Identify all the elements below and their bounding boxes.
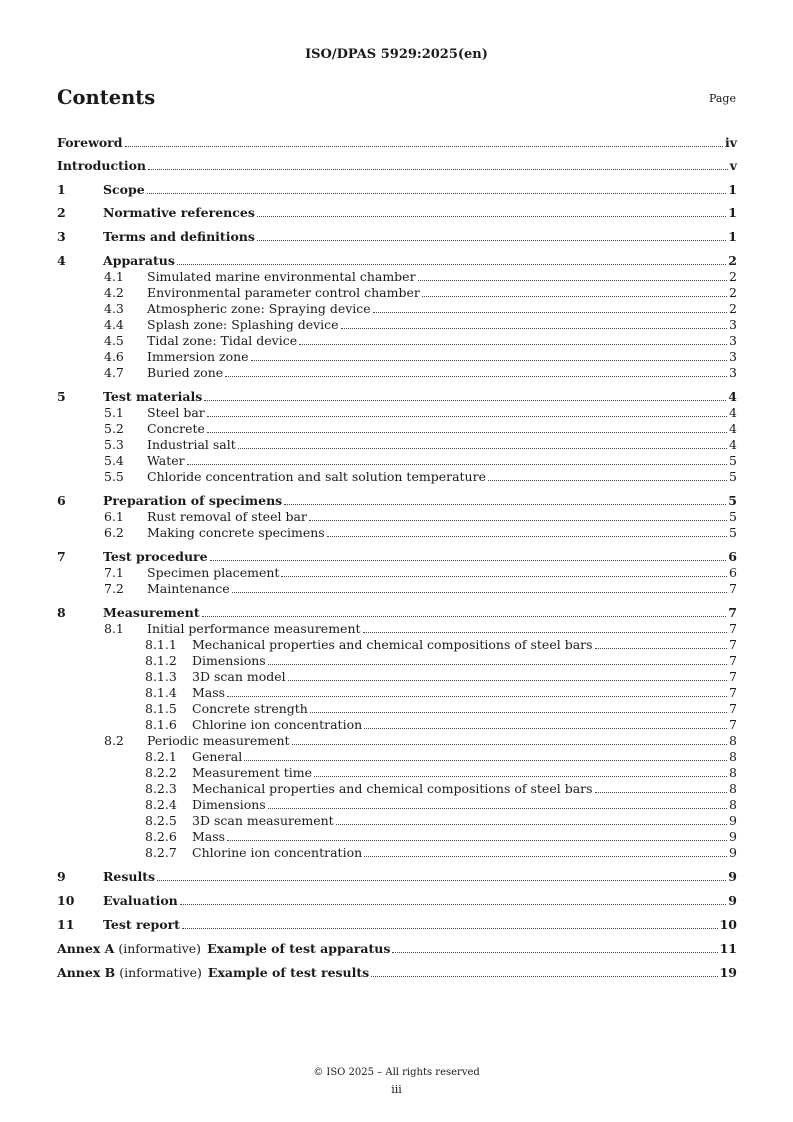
- dot-leader: [363, 632, 728, 633]
- toc-entry[interactable]: [57, 284, 737, 300]
- dot-leader: [488, 480, 727, 481]
- toc-entry[interactable]: [57, 332, 737, 348]
- toc-entry[interactable]: [57, 316, 737, 332]
- toc-entry-page: 4: [728, 389, 737, 404]
- dot-leader: [364, 728, 727, 729]
- toc-entry-title: Measurement time: [192, 765, 313, 780]
- dot-leader: [595, 792, 728, 793]
- dot-leader: [309, 520, 727, 521]
- toc-entry-number: 4: [57, 253, 66, 268]
- toc-entry-number: 8.2: [104, 733, 124, 748]
- toc-entry-page: iv: [724, 135, 737, 150]
- dot-leader: [268, 808, 727, 809]
- toc-entry-number: 4.5: [104, 333, 124, 348]
- toc-entry-page: 8: [729, 733, 737, 748]
- toc-entry-number: 8.2.3: [145, 781, 177, 796]
- toc-entry-number: 8: [57, 605, 66, 620]
- toc-entry-number: 8.2.4: [145, 797, 177, 812]
- toc-entry-page: 5: [729, 525, 737, 540]
- toc-entry[interactable]: [57, 892, 737, 908]
- dot-leader: [147, 193, 727, 194]
- toc-entry[interactable]: [57, 452, 737, 468]
- toc-entry-page: 7: [729, 621, 737, 636]
- toc-entry-page: 5: [728, 493, 737, 508]
- toc-entry-page: 8: [729, 797, 737, 812]
- toc-entry-title: Evaluation: [103, 893, 178, 908]
- toc-entry-number: 6.1: [104, 509, 124, 524]
- page-title: Contents: [57, 86, 156, 109]
- toc-entry-title: Concrete: [147, 421, 205, 436]
- toc-entry-title: Atmospheric zone: Spraying device: [147, 301, 371, 316]
- annex-label: Annex B: [57, 965, 116, 980]
- toc-entry-page: 7: [729, 701, 737, 716]
- toc-entry[interactable]: [57, 828, 737, 844]
- toc-entry-title: Environmental parameter control chamber: [147, 285, 420, 300]
- toc-entry-page: 3: [729, 333, 737, 348]
- dot-leader: [327, 536, 727, 537]
- toc-annex-entry[interactable]: [57, 940, 737, 956]
- toc-entry-page: 2: [729, 285, 737, 300]
- toc-entry-page: 7: [729, 637, 737, 652]
- toc-entry[interactable]: [57, 844, 737, 860]
- toc-entry[interactable]: [57, 604, 737, 620]
- toc-entry-title: Dimensions: [192, 797, 266, 812]
- dot-leader: [392, 952, 717, 953]
- toc-entry-title: Test report: [103, 917, 180, 932]
- dot-leader: [371, 976, 717, 977]
- document-id: ISO/DPAS 5929:2025(en): [305, 47, 488, 62]
- toc-entry-page: 7: [729, 717, 737, 732]
- toc-entry[interactable]: [57, 388, 737, 404]
- dot-leader: [204, 400, 726, 401]
- dot-leader: [207, 416, 727, 417]
- toc-entry-number: 8.1.5: [145, 701, 177, 716]
- dot-leader: [268, 664, 727, 665]
- toc-entry[interactable]: [57, 228, 737, 244]
- dot-leader: [148, 169, 728, 170]
- toc-entry-number: 8.2.6: [145, 829, 177, 844]
- toc-entry-title: Dimensions: [192, 653, 266, 668]
- toc-entry[interactable]: [57, 181, 737, 197]
- toc-entry-title: Steel bar: [147, 405, 205, 420]
- toc-entry-title: Results: [103, 869, 156, 884]
- toc-entry-title: Introduction: [57, 158, 147, 173]
- dot-leader: [225, 376, 727, 377]
- toc-entry-title: Measurement: [103, 605, 200, 620]
- toc-entry-number: 4.6: [104, 349, 124, 364]
- toc-entry-title: Rust removal of steel bar: [147, 509, 307, 524]
- toc-entry-number: 5.3: [104, 437, 124, 452]
- toc-entry-number: 8.1.1: [145, 637, 177, 652]
- toc-entry-page: 4: [729, 405, 737, 420]
- toc-entry[interactable]: [57, 436, 737, 452]
- toc-entry-page: 7: [729, 669, 737, 684]
- toc-entry[interactable]: [57, 652, 737, 668]
- toc-entry-page: 3: [729, 365, 737, 380]
- toc-entry[interactable]: [57, 508, 737, 524]
- dot-leader: [251, 360, 728, 361]
- toc-entry-title: Chloride concentration and salt solution temperature: [147, 469, 486, 484]
- toc-entry-title: Scope: [103, 182, 145, 197]
- toc-entry-title: Periodic measurement: [147, 733, 290, 748]
- toc-entry[interactable]: [57, 524, 737, 540]
- toc-entry-number: 8.2.1: [145, 749, 177, 764]
- toc-entry[interactable]: [57, 252, 737, 268]
- dot-leader: [314, 776, 727, 777]
- toc-entry-number: 8.2.2: [145, 765, 177, 780]
- toc-entry-number: 6.2: [104, 525, 124, 540]
- dot-leader: [595, 648, 728, 649]
- toc-entry-page: 7: [729, 581, 737, 596]
- toc-entry-number: 4.7: [104, 365, 124, 380]
- toc-entry-page: 9: [729, 829, 737, 844]
- page-column-label: Page: [708, 92, 736, 105]
- toc-entry[interactable]: [57, 620, 737, 636]
- toc-entry-title: Chlorine ion concentration: [192, 717, 363, 732]
- toc-entry-number: 5.2: [104, 421, 124, 436]
- toc-entry-page: 5: [729, 453, 737, 468]
- dot-leader: [157, 880, 726, 881]
- toc-entry-page: 4: [729, 421, 737, 436]
- toc-entry-page: 8: [729, 765, 737, 780]
- toc-entry-title: Concrete strength: [192, 701, 308, 716]
- dot-leader: [364, 856, 727, 857]
- toc-entry-page: 6: [729, 565, 737, 580]
- toc-entry-number: 8.1.2: [145, 653, 177, 668]
- annex-page: 19: [719, 965, 737, 980]
- dot-leader: [180, 904, 727, 905]
- dot-leader: [227, 696, 727, 697]
- toc-entry-number: 2: [57, 205, 66, 220]
- dot-leader: [210, 560, 727, 561]
- toc-entry[interactable]: [57, 780, 737, 796]
- toc-entry[interactable]: [57, 404, 737, 420]
- toc-entry-title: Specimen placement: [147, 565, 280, 580]
- toc-entry[interactable]: [57, 492, 737, 508]
- toc-entry-number: 8.2.7: [145, 845, 177, 860]
- dot-leader: [310, 712, 727, 713]
- toc-entry-title: Tidal zone: Tidal device: [147, 333, 298, 348]
- dot-leader: [284, 504, 726, 505]
- toc-entry-number: 5.5: [104, 469, 124, 484]
- toc-entry-number: 6: [57, 493, 66, 508]
- toc-entry-title: Maintenance: [147, 581, 230, 596]
- toc-entry-title: Test procedure: [103, 549, 208, 564]
- toc-entry-number: 7.2: [104, 581, 124, 596]
- dot-leader: [336, 824, 727, 825]
- toc-entry-page: 7: [729, 685, 737, 700]
- toc-entry-page: 4: [729, 437, 737, 452]
- toc-entry-number: 4.3: [104, 301, 124, 316]
- toc-entry-title: Apparatus: [103, 253, 175, 268]
- toc-entry-page: 2: [729, 269, 737, 284]
- toc-entry-title: Industrial salt: [147, 437, 236, 452]
- toc-entry[interactable]: [57, 812, 737, 828]
- toc-entry-title: Chlorine ion concentration: [192, 845, 363, 860]
- dot-leader: [288, 680, 727, 681]
- toc-entry[interactable]: [57, 748, 737, 764]
- toc-entry[interactable]: [57, 468, 737, 484]
- dot-leader: [373, 312, 727, 313]
- toc-entry[interactable]: [57, 348, 737, 364]
- toc-entry[interactable]: [57, 700, 737, 716]
- toc-entry-number: 8.1: [104, 621, 124, 636]
- toc-entry-title: Making concrete specimens: [147, 525, 325, 540]
- toc-entry-number: 7: [57, 549, 66, 564]
- toc-entry[interactable]: [57, 300, 737, 316]
- toc-entry-page: 2: [729, 301, 737, 316]
- dot-leader: [244, 760, 727, 761]
- toc-entry-number: 8.1.6: [145, 717, 177, 732]
- toc-entry[interactable]: [57, 764, 737, 780]
- dot-leader: [182, 928, 718, 929]
- toc-entry-page: 1: [728, 205, 737, 220]
- annex-type: (informative): [119, 965, 202, 980]
- dot-leader: [281, 576, 727, 577]
- dot-leader: [202, 616, 727, 617]
- toc-entry-page: 3: [729, 349, 737, 364]
- toc-entry-number: 10: [57, 893, 75, 908]
- toc-entry[interactable]: [57, 420, 737, 436]
- toc-entry-title: Immersion zone: [147, 349, 249, 364]
- toc-entry-page: 7: [729, 653, 737, 668]
- toc-entry-title: Simulated marine environmental chamber: [147, 269, 416, 284]
- dot-leader: [187, 464, 727, 465]
- toc-entry-number: 5.1: [104, 405, 124, 420]
- toc-entry-page: 1: [728, 229, 737, 244]
- toc-entry[interactable]: [57, 868, 737, 884]
- annex-title: Example of test results: [207, 965, 370, 980]
- toc-entry-title: Normative references: [103, 205, 255, 220]
- toc-entry-title: Water: [147, 453, 185, 468]
- dot-leader: [125, 146, 723, 147]
- toc-entry-title: Mechanical properties and chemical compositions of steel bars: [192, 637, 593, 652]
- toc-entry[interactable]: [57, 134, 737, 150]
- toc-entry-number: 5: [57, 389, 66, 404]
- toc-entry-number: 8.1.4: [145, 685, 177, 700]
- toc-entry-title: Test materials: [103, 389, 203, 404]
- toc-entry-number: 7.1: [104, 565, 124, 580]
- dot-leader: [227, 840, 727, 841]
- toc-entry[interactable]: [57, 548, 737, 564]
- toc-entry-page: 3: [729, 317, 737, 332]
- toc-entry-number: 11: [57, 917, 75, 932]
- toc-entry[interactable]: [57, 796, 737, 812]
- dot-leader: [418, 280, 727, 281]
- toc-entry-number: 3: [57, 229, 66, 244]
- annex-page: 11: [719, 941, 737, 956]
- toc-entry-title: Buried zone: [147, 365, 224, 380]
- toc-entry[interactable]: [57, 732, 737, 748]
- dot-leader: [422, 296, 727, 297]
- dot-leader: [207, 432, 727, 433]
- toc-entry-page: 5: [729, 509, 737, 524]
- toc-entry-page: 8: [729, 749, 737, 764]
- dot-leader: [299, 344, 727, 345]
- dot-leader: [177, 264, 726, 265]
- annex-type: (informative): [118, 941, 202, 956]
- dot-leader: [257, 240, 726, 241]
- toc-entry-page: 1: [728, 182, 737, 197]
- toc-entry-page: 10: [719, 917, 737, 932]
- toc-entry[interactable]: [57, 157, 737, 173]
- toc-entry-title: Foreword: [57, 135, 123, 150]
- toc-entry-number: 1: [57, 182, 66, 197]
- toc-entry-title: Terms and definitions: [103, 229, 255, 244]
- toc-entry[interactable]: [57, 916, 737, 932]
- toc-entry-title: 3D scan model: [192, 669, 286, 684]
- toc-entry-title: Mechanical properties and chemical compositions of steel bars: [192, 781, 593, 796]
- toc-entry-page: 9: [728, 869, 737, 884]
- toc-entry-title: Mass: [192, 829, 226, 844]
- toc-entry[interactable]: [57, 684, 737, 700]
- toc-entry-title: 3D scan measurement: [192, 813, 334, 828]
- toc-entry-page: 2: [728, 253, 737, 268]
- toc-entry[interactable]: [57, 636, 737, 652]
- toc-entry[interactable]: [57, 204, 737, 220]
- toc-entry-title: Mass: [192, 685, 226, 700]
- toc-entry-number: 8.1.3: [145, 669, 177, 684]
- dot-leader: [238, 448, 727, 449]
- toc-annex-entry[interactable]: [57, 964, 737, 980]
- toc-entry-title: Initial performance measurement: [147, 621, 361, 636]
- toc-entry-page: 9: [728, 893, 737, 908]
- toc-entry-page: 7: [728, 605, 737, 620]
- page-number: iii: [391, 1083, 402, 1096]
- toc-entry-number: 4.1: [104, 269, 124, 284]
- copyright-notice: © ISO 2025 – All rights reserved: [313, 1067, 480, 1078]
- toc-entry-page: 9: [729, 813, 737, 828]
- toc-entry-number: 5.4: [104, 453, 124, 468]
- toc-entry[interactable]: [57, 564, 737, 580]
- dot-leader: [257, 216, 726, 217]
- toc-entry[interactable]: [57, 668, 737, 684]
- toc-entry-page: v: [729, 158, 737, 173]
- toc-entry-title: Splash zone: Splashing device: [147, 317, 339, 332]
- dot-leader: [292, 744, 727, 745]
- toc-entry-title: Preparation of specimens: [103, 493, 283, 508]
- dot-leader: [341, 328, 727, 329]
- toc-entry-number: 9: [57, 869, 66, 884]
- toc-entry-page: 6: [728, 549, 737, 564]
- toc-entry[interactable]: [57, 268, 737, 284]
- toc-entry[interactable]: [57, 716, 737, 732]
- toc-entry-title: General: [192, 749, 243, 764]
- toc-entry-page: 5: [729, 469, 737, 484]
- dot-leader: [232, 592, 727, 593]
- toc-entry[interactable]: [57, 364, 737, 380]
- annex-title: Example of test apparatus: [207, 941, 391, 956]
- toc-entry-number: 8.2.5: [145, 813, 177, 828]
- toc-entry-number: 4.2: [104, 285, 124, 300]
- toc-entry[interactable]: [57, 580, 737, 596]
- toc-entry-page: 9: [729, 845, 737, 860]
- toc-entry-page: 8: [729, 781, 737, 796]
- toc-entry-number: 4.4: [104, 317, 124, 332]
- annex-label: Annex A: [57, 941, 115, 956]
